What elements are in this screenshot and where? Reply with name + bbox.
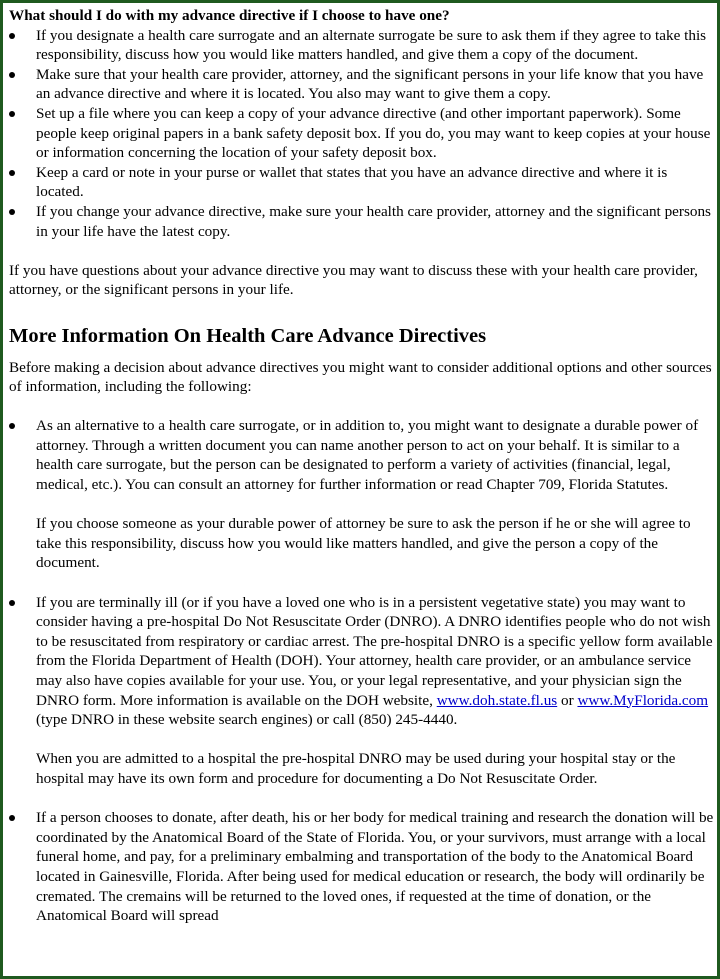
poa-followup-paragraph: If you choose someone as your durable power of attorney be sure to ask the person if he or she will agree to take this responsibility, discuss how you would like matters handled, and give the person a copy of the document. <box>36 515 691 572</box>
dnro-text-before: If you are terminally ill (or if you have a loved one who is in a persistent vegetative state) you may want to consider having a pre-hospital Do Not Resuscitate Order (DNRO). A DNRO identifies people who do not wish to be resuscitated from respiratory or cardiac arrest. The pre-hospital DNRO is a specific yellow form available from the Florida Department of Health (DOH). Your attorney, health care provider, or an ambulance service may also have copies available for your use. You, or your legal representative, and your physician sign the DNRO form. More information is available on the DOH website, <box>36 593 713 709</box>
bullet-icon <box>9 815 15 821</box>
donation-paragraph: If a person chooses to donate, after death, his or her body for medical training and research the donation will be coordinated by the Anatomical Board of the State of Florida. You, or your survivors, must arrange with a local funeral home, and pay, for a preliminary embalming and transportation of the body to the Anatomical Board located in Gainesville, Florida. After being used for medical education or research, the body will ordinarily be cremated. The cremains will be returned to the loved ones, if requested at the time of donation, or the Anatomical Board will spread <box>36 809 714 925</box>
dnro-text-after: (type DNRO in these website search engines) or call (850) 245-4440. <box>36 711 458 729</box>
bullet-icon <box>9 600 15 606</box>
bullet-icon <box>9 209 15 215</box>
bullet-icon <box>9 170 15 176</box>
section-heading-advance-directive: What should I do with my advance directive if I choose to have one? <box>9 7 450 24</box>
document-body <box>9 6 716 926</box>
list-item <box>9 104 716 163</box>
dnro-paragraph <box>36 593 716 730</box>
list-item-power-of-attorney <box>9 416 716 573</box>
dnro-followup-paragraph: When you are admitted to a hospital the pre-hospital DNRO may be used during your hospital stay or the hospital may have its own form and procedure for documenting a Do Not Resuscitate Order. <box>36 750 676 787</box>
advance-directive-list <box>9 26 716 242</box>
bullet-icon <box>9 33 15 39</box>
list-item-text: If you designate a health care surrogate and an alternate surrogate be sure to ask them if they agree to take this responsibility, discuss how you would like matters handled, and give them a copy of the document. <box>36 26 707 64</box>
list-item-text: If you change your advance directive, make sure your health care provider, attorney and the significant persons in your life have the latest copy. <box>36 202 711 240</box>
closing-paragraph: If you have questions about your advance directive you may want to discuss these with your health care provider, attorney, or the significant persons in your life. <box>9 261 698 299</box>
poa-paragraph: As an alternative to a health care surrogate, or in addition to, you might want to designate a durable power of attorney. Through a written document you can name another person to act on your behalf. It is similar to a health care surrogate, but the person can be designated to perform a variety of activities (financial, legal, medical, etc.). You can consult an attorney for further information or read Chapter 709, Florida Statutes. <box>36 417 699 494</box>
doh-website-link[interactable]: www.doh.state.fl.us <box>436 691 558 709</box>
list-item-text: Make sure that your health care provider, attorney, and the significant persons in your life know that you have an advance directive and where it is located. You also may want to give them a copy. <box>36 65 704 103</box>
options-list <box>9 416 716 925</box>
list-item <box>9 26 716 65</box>
list-item-text: Keep a card or note in your purse or wallet that states that you have an advance directive and where it is located. <box>36 163 668 201</box>
bullet-icon <box>9 423 15 429</box>
list-item <box>9 65 716 104</box>
list-item <box>9 202 716 241</box>
bullet-icon <box>9 111 15 117</box>
myflorida-website-link[interactable]: www.MyFlorida.com <box>577 691 709 709</box>
list-item <box>9 163 716 202</box>
list-item-text: Set up a file where you can keep a copy of your advance directive (and other important paperwork). Some people keep original papers in a bank safety deposit box. If you do, you may want to keep copies at your house or information concerning the location of your safety deposit box. <box>36 104 711 162</box>
list-item-body-donation <box>9 808 716 926</box>
intro-paragraph: Before making a decision about advance directives you might want to consider additional options and other sources of information, including the following: <box>9 358 712 396</box>
dnro-text-or: or <box>557 691 578 709</box>
list-item-dnro <box>9 593 716 789</box>
section-heading-more-information: More Information On Health Care Advance Directives <box>9 324 487 347</box>
bullet-icon <box>9 72 15 78</box>
